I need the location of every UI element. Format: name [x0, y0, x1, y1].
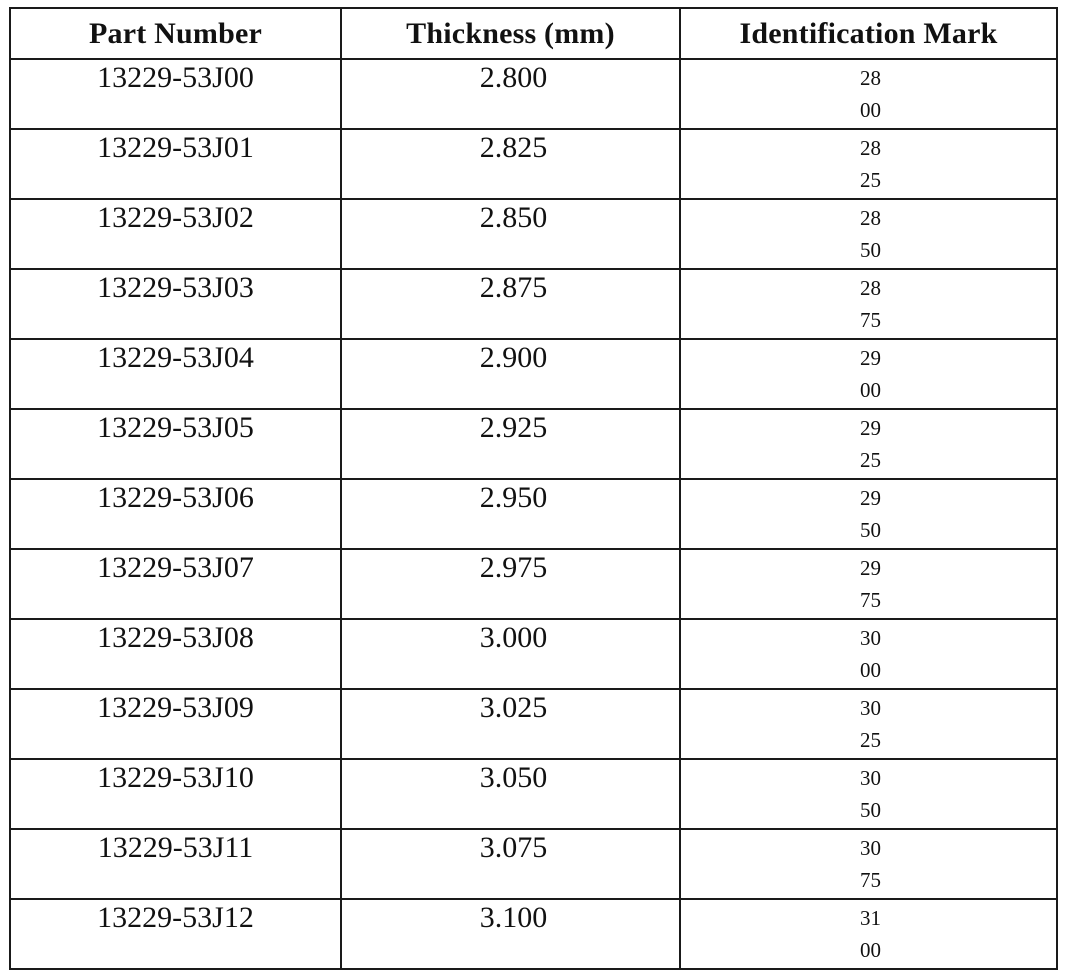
table-row — [10, 59, 1057, 129]
identification-mark-top: 28 — [860, 66, 881, 90]
table-row — [10, 759, 1057, 829]
thickness-cell — [341, 479, 680, 549]
thickness-value: 2.975 — [479, 551, 548, 584]
identification-mark — [681, 760, 1056, 826]
identification-mark-top: 28 — [860, 276, 881, 300]
identification-mark-cell — [680, 899, 1057, 969]
identification-mark-top: 30 — [860, 766, 881, 790]
thickness-cell — [341, 199, 680, 269]
table-row — [10, 549, 1057, 619]
header-part-number: Part Number — [10, 8, 341, 59]
identification-mark-cell — [680, 479, 1057, 549]
identification-mark — [681, 130, 1056, 196]
identification-mark-bottom: 00 — [860, 658, 881, 682]
thickness-cell — [341, 619, 680, 689]
identification-mark — [681, 270, 1056, 336]
identification-mark-bottom: 25 — [860, 728, 881, 752]
identification-mark-bottom: 75 — [860, 308, 881, 332]
part-number: 13229-53J02 — [97, 201, 254, 234]
table-row — [10, 129, 1057, 199]
thickness-cell — [341, 689, 680, 759]
thickness-cell — [341, 899, 680, 969]
identification-mark-cell — [680, 549, 1057, 619]
identification-mark — [681, 690, 1056, 756]
thickness-cell — [341, 59, 680, 129]
header-thickness: Thickness (mm) — [341, 8, 680, 59]
table-row — [10, 829, 1057, 899]
thickness-value: 2.950 — [479, 481, 548, 514]
table-body — [10, 59, 1057, 969]
table-row — [10, 339, 1057, 409]
part-number-cell — [10, 549, 341, 619]
identification-mark-top: 29 — [860, 346, 881, 370]
part-number-cell — [10, 689, 341, 759]
thickness-value: 3.050 — [479, 761, 548, 794]
identification-mark-top: 30 — [860, 696, 881, 720]
part-number: 13229-53J06 — [97, 481, 254, 514]
part-number: 13229-53J04 — [97, 341, 254, 374]
thickness-value: 2.800 — [479, 61, 548, 94]
identification-mark-top: 31 — [860, 906, 881, 930]
identification-mark — [681, 200, 1056, 266]
identification-mark-bottom: 25 — [860, 448, 881, 472]
thickness-value: 2.925 — [479, 411, 548, 444]
part-number-cell — [10, 619, 341, 689]
thickness-value: 2.850 — [479, 201, 548, 234]
identification-mark-top: 29 — [860, 416, 881, 440]
identification-mark-bottom: 50 — [860, 518, 881, 542]
identification-mark — [681, 830, 1056, 896]
thickness-value: 2.825 — [479, 131, 548, 164]
part-number-cell — [10, 129, 341, 199]
thickness-cell — [341, 829, 680, 899]
identification-mark-cell — [680, 59, 1057, 129]
identification-mark-cell — [680, 829, 1057, 899]
identification-mark-top: 28 — [860, 206, 881, 230]
thickness-cell — [341, 409, 680, 479]
table-row — [10, 689, 1057, 759]
table-row — [10, 409, 1057, 479]
identification-mark-cell — [680, 619, 1057, 689]
thickness-value: 3.000 — [479, 621, 548, 654]
identification-mark — [681, 480, 1056, 546]
header-row — [10, 8, 1057, 59]
identification-mark-bottom: 50 — [860, 798, 881, 822]
identification-mark — [681, 410, 1056, 476]
identification-mark-cell — [680, 269, 1057, 339]
identification-mark — [681, 620, 1056, 686]
part-number: 13229-53J11 — [97, 831, 254, 864]
identification-mark — [681, 60, 1056, 126]
table-row — [10, 479, 1057, 549]
part-number-cell — [10, 59, 341, 129]
thickness-value: 3.100 — [479, 901, 548, 934]
part-number: 13229-53J01 — [97, 131, 254, 164]
identification-mark-top: 29 — [860, 486, 881, 510]
identification-mark-bottom: 75 — [860, 588, 881, 612]
identification-mark-bottom: 00 — [860, 378, 881, 402]
thickness-value: 2.900 — [479, 341, 548, 374]
identification-mark-cell — [680, 339, 1057, 409]
identification-mark-bottom: 00 — [860, 938, 881, 962]
identification-mark-cell — [680, 759, 1057, 829]
part-number: 13229-53J10 — [97, 761, 254, 794]
part-number-cell — [10, 409, 341, 479]
part-number: 13229-53J05 — [97, 411, 254, 444]
table-row — [10, 619, 1057, 689]
part-number-cell — [10, 829, 341, 899]
table-header — [10, 8, 1057, 59]
identification-mark — [681, 340, 1056, 406]
part-number: 13229-53J07 — [97, 551, 254, 584]
shim-selection-table-container — [9, 7, 1056, 970]
part-number-cell — [10, 479, 341, 549]
thickness-value: 2.875 — [479, 271, 548, 304]
thickness-cell — [341, 129, 680, 199]
identification-mark-bottom: 00 — [860, 98, 881, 122]
identification-mark-cell — [680, 689, 1057, 759]
identification-mark — [681, 900, 1056, 966]
part-number: 13229-53J12 — [97, 901, 254, 934]
identification-mark-top: 29 — [860, 556, 881, 580]
table-row — [10, 199, 1057, 269]
identification-mark-top: 30 — [860, 836, 881, 860]
part-number-cell — [10, 269, 341, 339]
header-identification-mark: Identification Mark — [680, 8, 1057, 59]
identification-mark-bottom: 50 — [860, 238, 881, 262]
thickness-value: 3.075 — [479, 831, 548, 864]
identification-mark-cell — [680, 129, 1057, 199]
identification-mark-top: 30 — [860, 626, 881, 650]
thickness-cell — [341, 759, 680, 829]
identification-mark-bottom: 75 — [860, 868, 881, 892]
part-number-cell — [10, 899, 341, 969]
table-row — [10, 899, 1057, 969]
part-number-cell — [10, 339, 341, 409]
part-number: 13229-53J08 — [97, 621, 254, 654]
thickness-value: 3.025 — [479, 691, 548, 724]
thickness-cell — [341, 549, 680, 619]
part-number: 13229-53J00 — [97, 61, 254, 94]
identification-mark-cell — [680, 199, 1057, 269]
table-row — [10, 269, 1057, 339]
part-number-cell — [10, 199, 341, 269]
identification-mark-top: 28 — [860, 136, 881, 160]
thickness-cell — [341, 269, 680, 339]
identification-mark-bottom: 25 — [860, 168, 881, 192]
part-number: 13229-53J09 — [97, 691, 254, 724]
identification-mark-cell — [680, 409, 1057, 479]
part-number: 13229-53J03 — [97, 271, 254, 304]
part-number-cell — [10, 759, 341, 829]
shim-selection-table — [9, 7, 1058, 970]
thickness-cell — [341, 339, 680, 409]
identification-mark — [681, 550, 1056, 616]
